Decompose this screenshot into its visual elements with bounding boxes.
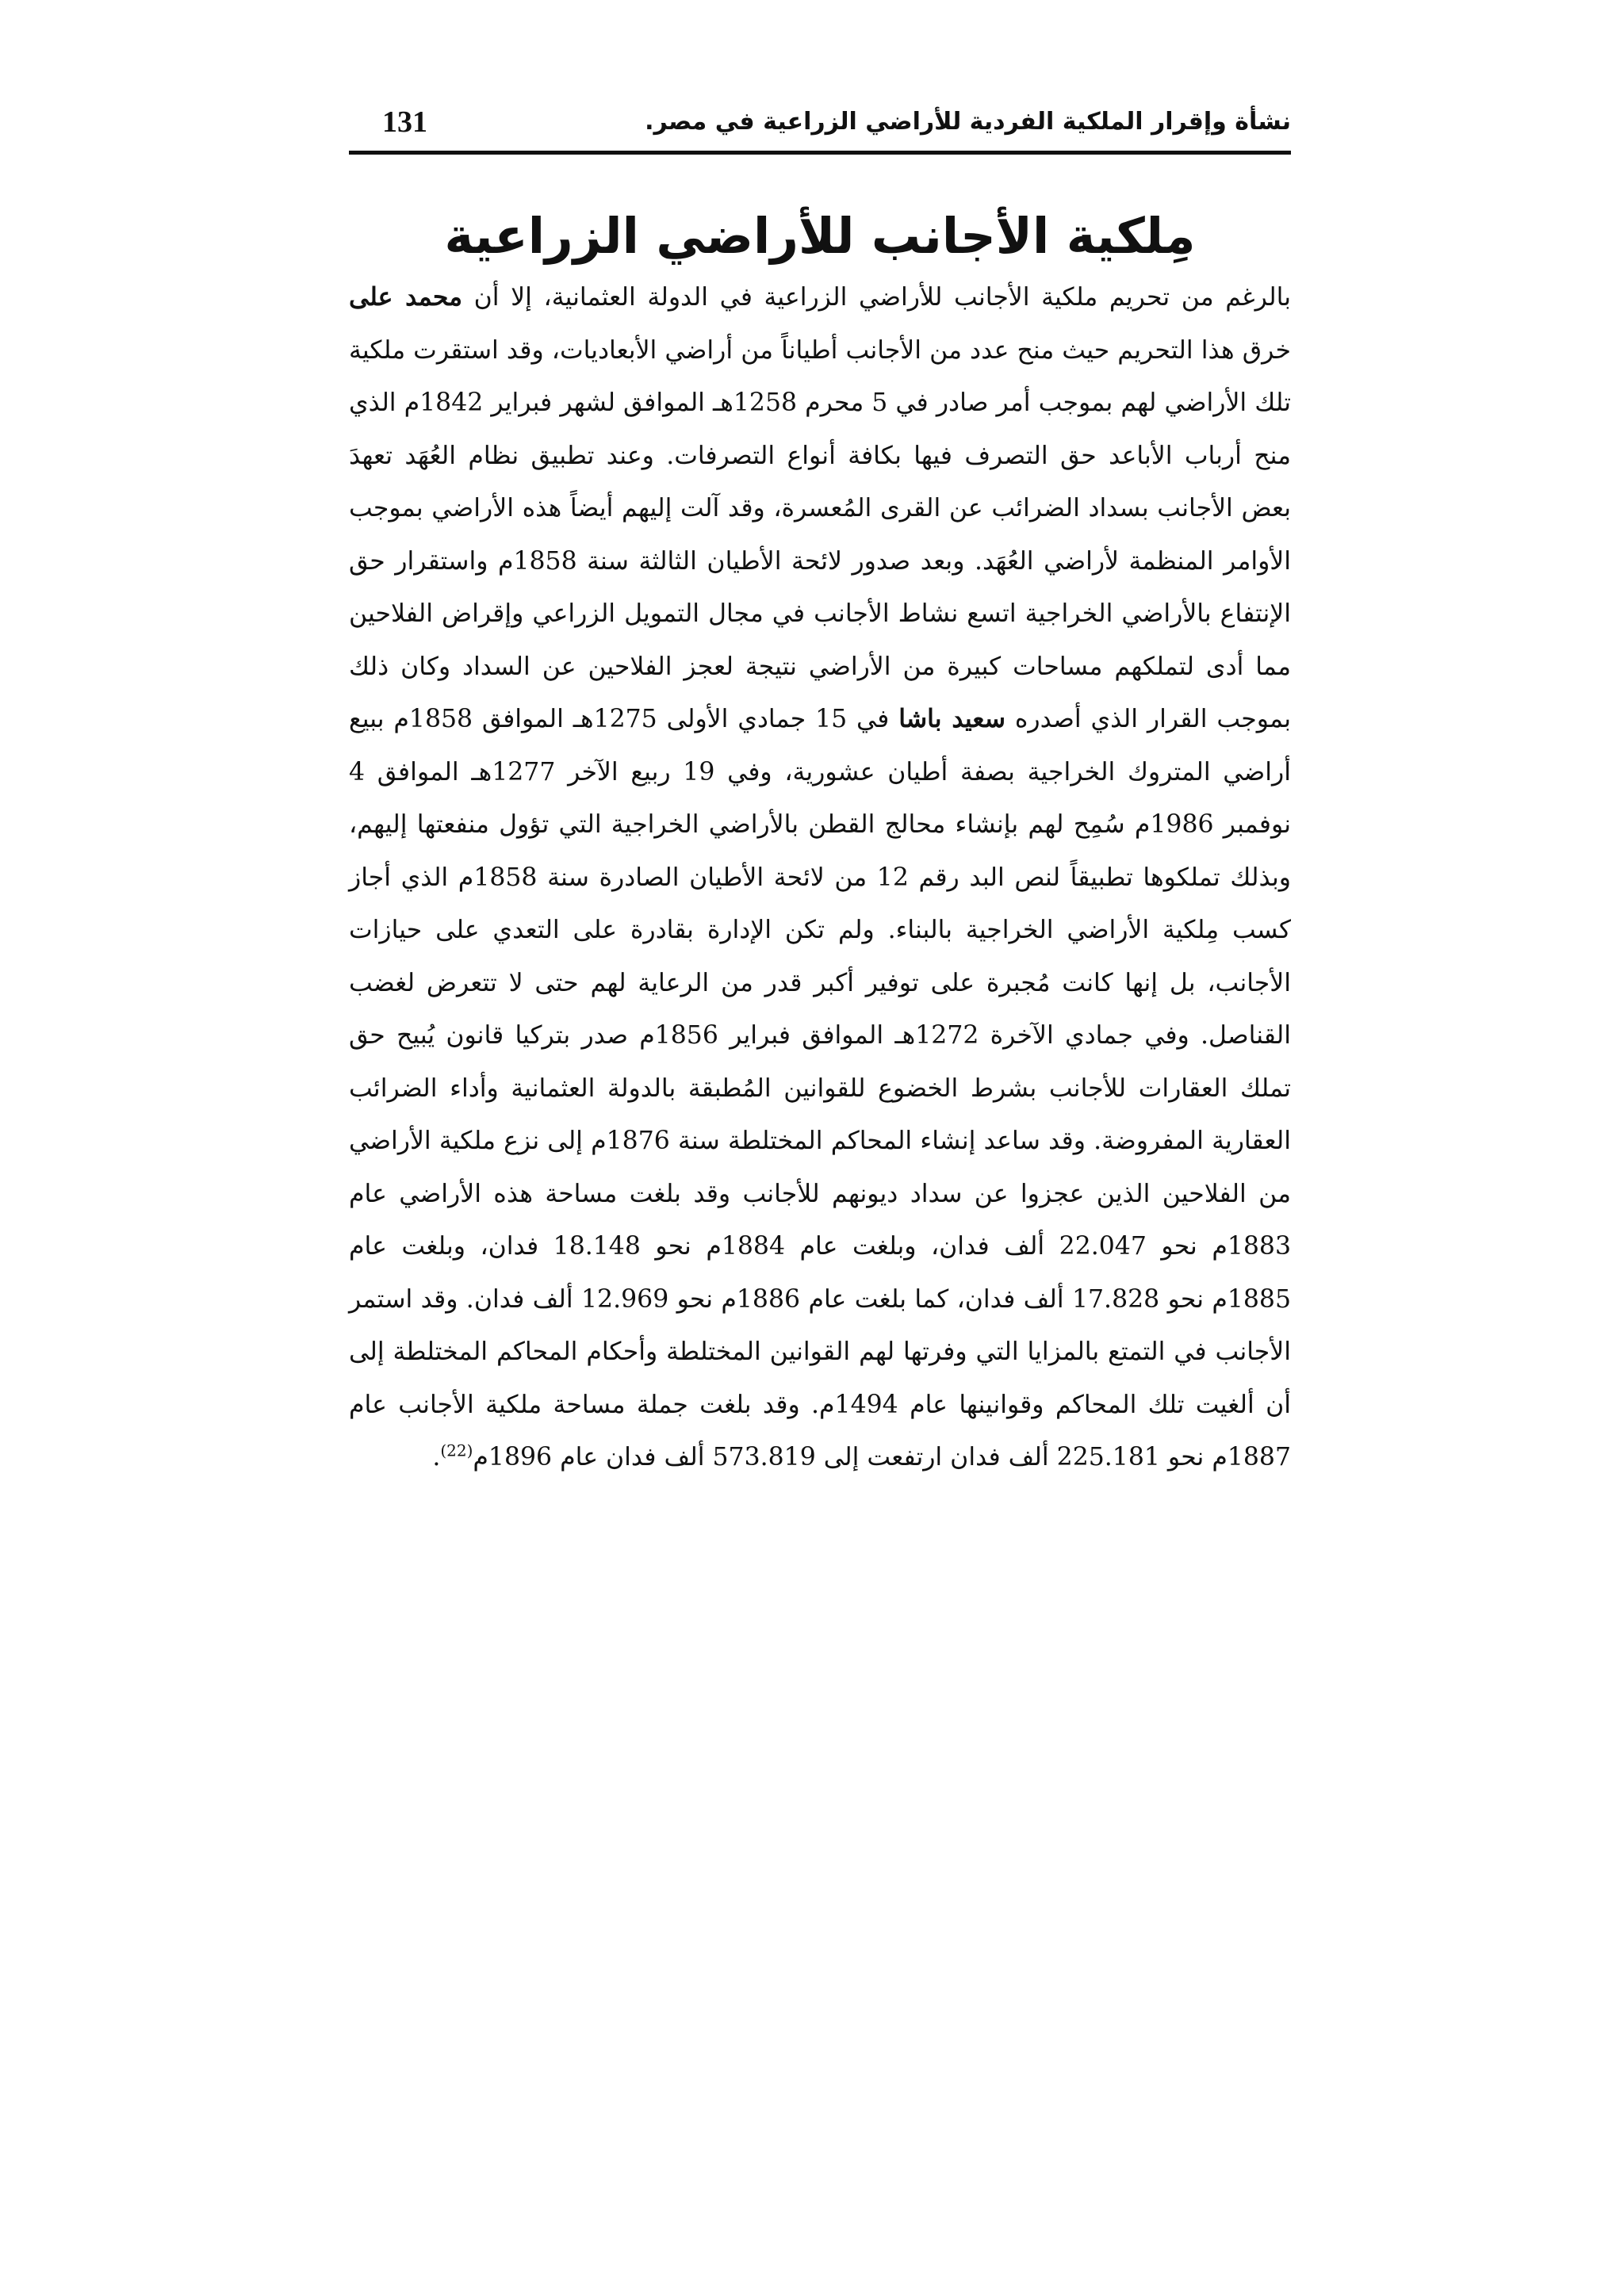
body-text-segment: . [432,1443,441,1471]
body-text-segment: بالرغم من تحريم ملكية الأجانب للأراضي الزراعية في الدولة العثمانية، إلا أن [462,283,1291,312]
running-header [349,101,1291,152]
body-text-segment: في 15 جمادي الأولى 1275هـ الموافق 1858م ببيع أراضي المتروك الخراجية بصفة أطيان عشورية، وفي 19 ربيع الآخر 1277هـ الموافق 4 نوفمبر 1986م سُمِح لهم بإنشاء محالج القطن بالأراضي الخراجية التي تؤول منفعتها إليهم، وبذلك تملكوها تطبيقاً لنص البد رقم 12 من لائحة الأطيان الصادرة سنة 1858م الذي أجاز كسب مِلكية الأراضي الخراجية بالبناء. ولم تكن الإدارة بقادرة على التعدي على حيازات الأجانب، بل إنها كانت مُجبرة على توفير أكبر قدر من الرعاية لهم حتى لا تتعرض لغضب القناصل. وفي جمادي الآخرة 1272هـ الموافق فبراير 1856م صدر بتركيا قانون يُبيح حق تملك العقارات للأجانب بشرط الخضوع للقوانين المُطبقة بالدولة العثمانية وأداء الضرائب العقارية المفروضة. وقد ساعد إنشاء المحاكم المختلطة سنة 1876م إلى نزع ملكية الأراضي من الفلاحين الذين عجزوا عن سداد ديونهم للأجانب وقد بلغت مساحة هذه الأراضي عام 1883م نحو 22.047 ألف فدان، وبلغت عام 1884م نحو 18.148 فدان، وبلغت عام 1885م نحو 17.828 ألف فدان، كما بلغت عام 1886م نحو 12.969 ألف فدان. وقد استمر الأجانب في التمتع بالمزايا التي وفرتها لهم القوانين المختلطة وأحكام المحاكم المختلطة إلى أن ألغيت تلك المحاكم وقوانينها عام 1494م. وقد بلغت جملة مساحة ملكية الأجانب عام 1887م نحو 225.181 ألف فدان ارتفعت إلى 573.819 ألف فدان عام 1896م [349,705,1292,1471]
body-paragraph [349,271,1291,1484]
header-divider [349,151,1291,155]
footnote-reference: (22) [440,1441,473,1460]
section-heading: مِلكية الأجانب للأراضي الزراعية [444,207,1196,265]
body-bold-name: محمد على [349,282,463,312]
running-header-title: نشأة وإقرار الملكية الفردية للأراضي الزراعية في مصر. [645,108,1291,136]
page-number: 131 [382,105,427,139]
body-bold-name: سعيد باشا [898,704,1005,733]
body-text-segment: خرق هذا التحريم حيث منح عدد من الأجانب أطياناً من أراضي الأبعاديات، وقد استقرت ملكية تلك الأراضي لهم بموجب أمر صادر في 5 محرم 1258هـ الموافق لشهر فبراير 1842م الذي منح أرباب الأباعد حق التصرف فيها بكافة أنواع التصرفات. وعند تطبيق نظام العُهَد تعهدَ بعض الأجانب بسداد الضرائب عن القرى المُعسرة، وقد آلت إليهم أيضاً هذه الأراضي بموجب الأوامر المنظمة لأراضي العُهَد. وبعد صدور لائحة الأطيان الثالثة سنة 1858م واستقرار حق الإنتفاع بالأراضي الخراجية اتسع نشاط الأجانب في مجال التمويل الزراعي وإقراض الفلاحين مما أدى لتملكهم مساحات كبيرة من الأراضي نتيجة لعجز الفلاحين عن السداد وكان ذلك بموجب القرار الذي أصدره [349,335,1292,733]
